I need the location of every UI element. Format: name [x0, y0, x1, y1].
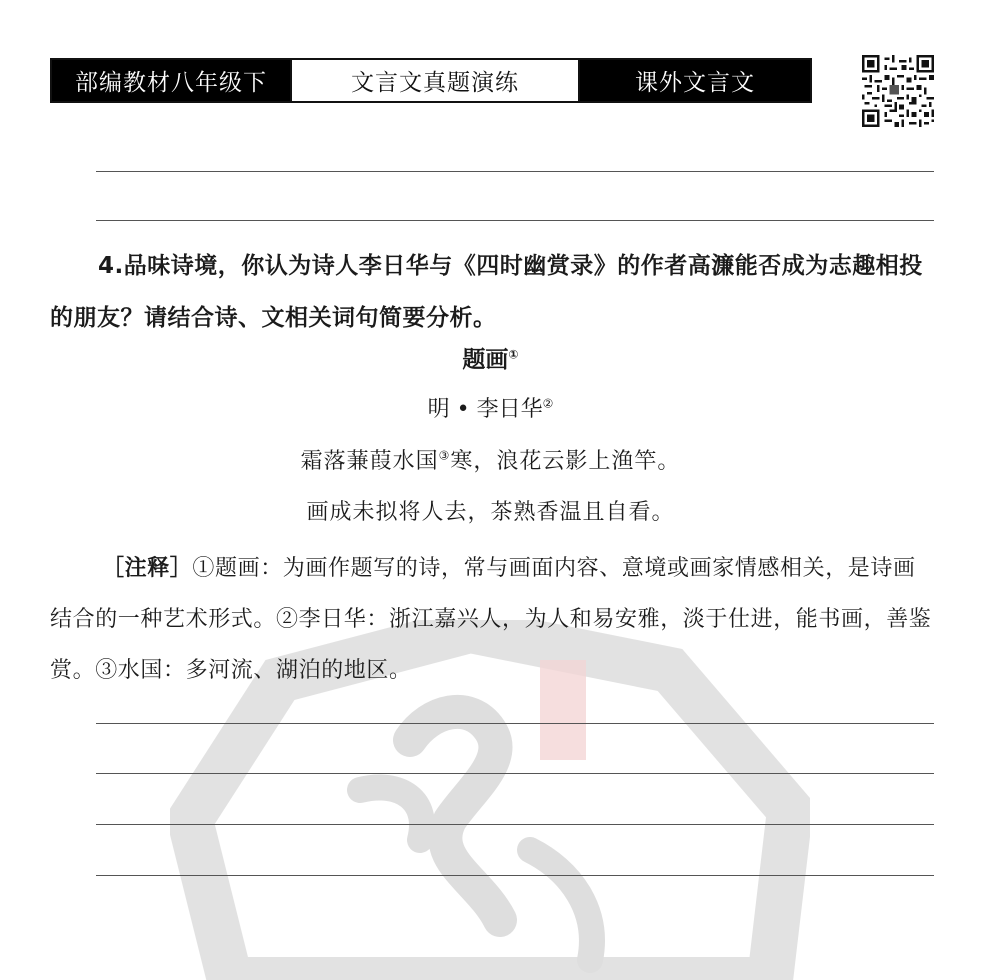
answer-line[interactable]: [96, 875, 934, 876]
qr-code-icon: [862, 55, 934, 127]
poem-author-text: 明 • 李日华: [427, 397, 543, 422]
annotations: [50, 543, 936, 696]
footnote-marker: ②: [542, 396, 554, 411]
poem-line-1: [0, 442, 981, 482]
annotations-text: ①题画：为画作题写的诗，常与画面内容、意境或画家情感相关，是诗画结合的一种艺术形式。②李日华：浙江嘉兴人，为人和易安雅，淡于仕进，能书画，善鉴赏。③水国：多河流、湖泊的地区。: [50, 556, 932, 683]
answer-line[interactable]: [96, 824, 934, 825]
poem-line-1-end: 寒，浪花云影上渔竿。: [450, 449, 681, 474]
answer-line[interactable]: [96, 773, 934, 774]
answer-line[interactable]: [96, 171, 934, 172]
poem-title-text: 题画: [462, 347, 509, 373]
question-text: 品味诗境，你认为诗人李日华与《四时幽赏录》的作者高濂能否成为志趣相投的朋友？请结合诗、文相关词句简要分析。: [50, 253, 923, 331]
poem-title: [0, 340, 981, 380]
annotations-label: ［注释］: [102, 556, 193, 581]
question-4: [50, 240, 934, 344]
poem-author: [0, 390, 981, 430]
answer-line[interactable]: [96, 723, 934, 724]
poem-line-1-start: 霜落蒹葭水国: [300, 449, 439, 474]
header-section-label: 文言文真题演练: [290, 60, 580, 101]
header-textbook-label: 部编教材八年级下: [52, 60, 290, 101]
footnote-marker: ③: [438, 448, 451, 463]
header-bar: [50, 58, 812, 103]
poem-line-2: 画成未拟将人去，茶熟香温且自看。: [306, 500, 675, 525]
footnote-marker: ①: [508, 347, 519, 362]
answer-line[interactable]: [96, 220, 934, 221]
question-number: 4.: [98, 253, 124, 279]
header-category-label: 课外文言文: [580, 60, 810, 101]
